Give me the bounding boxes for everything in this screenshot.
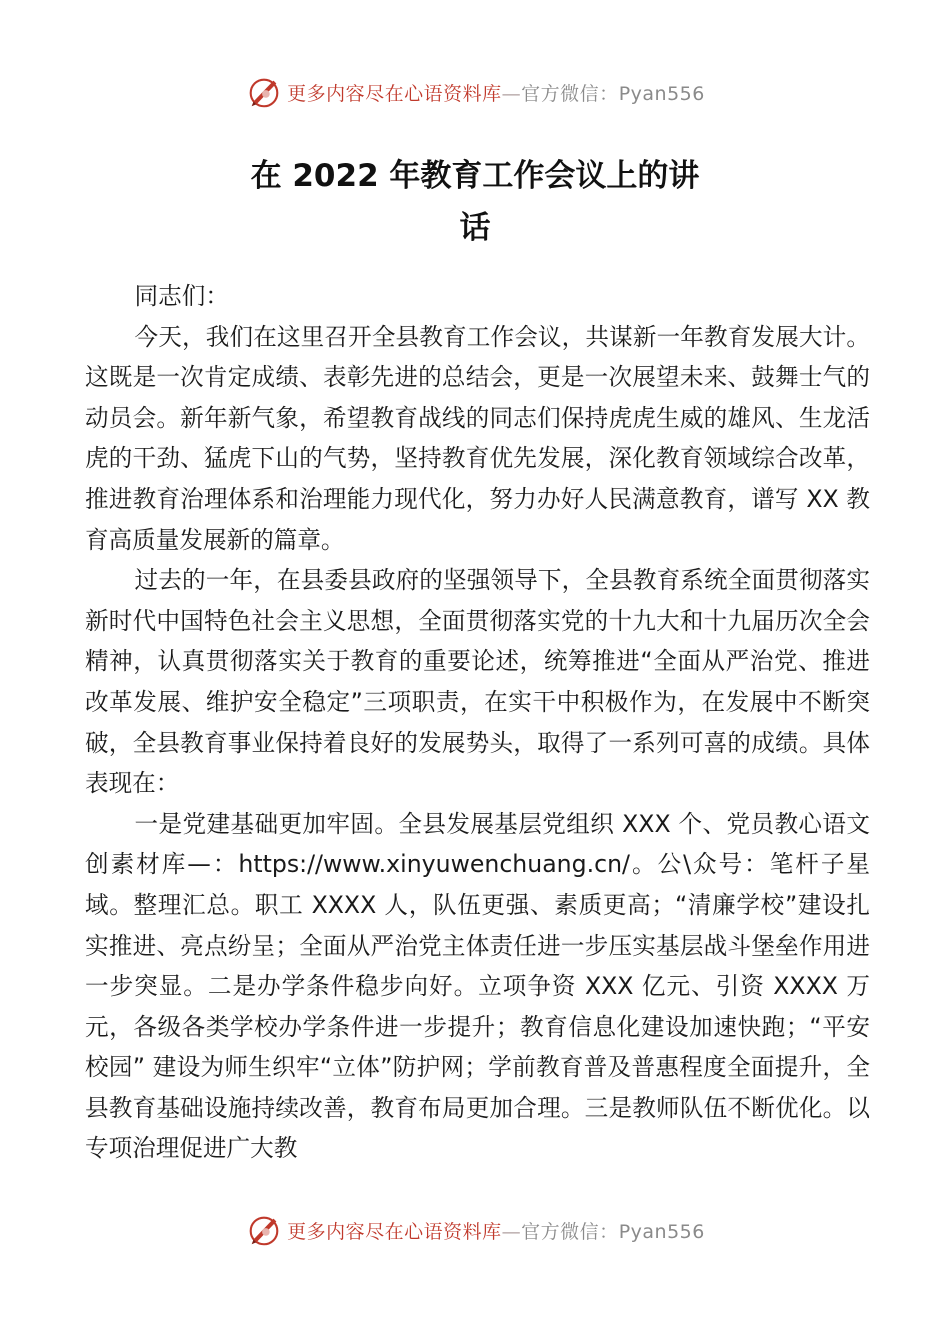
banner-wechat-id: Pyan556 xyxy=(618,82,705,105)
pen-logo-icon xyxy=(245,1211,283,1249)
body-paragraph: 今天，我们在这里召开全县教育工作会议，共谋新一年教育发展大计。这既是一次肯定成绩、表彰先进的总结会，更是一次展望未来、鼓舞士气的动员会。新年新气象，希望教育战线的同志们保持虎虎生威的雄风、生龙活虎的干劲、猛虎下山的气势，坚持教育优先发展，深化教育领域综合改革，推进教育治理体系和治理能力现代化，努力办好人民满意教育，谱写 XX 教育高质量发展新的篇章。 xyxy=(85,322,870,554)
body-paragraph: 过去的一年，在县委县政府的坚强领导下，全县教育系统全面贯彻落实新时代中国特色社会主义思想，全面贯彻落实党的十九大和十九届历次全会精神，认真贯彻落实关于教育的重要论述，统筹推进“全面从严治党、推进改革发展、维护安全稳定”三项职责，在实干中积极作为，在发展中不断突破，全县教育事业保持着良好的发展势头，取得了一系列可喜的成绩。具体表现在： xyxy=(85,566,870,798)
banner-main-text: 更多内容尽在心语资料库 xyxy=(287,1220,502,1243)
banner-separator: — xyxy=(501,1220,522,1243)
pen-logo-icon xyxy=(245,73,283,111)
salutation: 同志们： xyxy=(134,282,229,310)
banner-wechat-label: 官方微信： xyxy=(521,1220,619,1243)
header-watermark-banner xyxy=(0,72,950,112)
document-body xyxy=(85,276,870,1169)
banner-main-text: 更多内容尽在心语资料库 xyxy=(287,82,502,105)
banner-wechat-id: Pyan556 xyxy=(618,1220,705,1243)
title-line-2: 话 xyxy=(459,210,491,246)
footer-watermark-banner xyxy=(0,1210,950,1250)
banner-wechat-label: 官方微信： xyxy=(521,82,619,105)
body-paragraph: 一是党建基础更加牢固。全县发展基层党组织 XXX 个、党员教心语文创素材库—：https://www.xinyuwenchuang.cn/。公\众号：笔杆子星域。整理汇总。职工 XXXX 人，队伍更强、素质更高；“清廉学校”建设扎实推进、亮点纷呈；全面从严治党主体责任进一步压实基层战斗堡垒作用进一步突显。二是办学条件稳步向好。立项争资 XXX 亿元、引资 XXXX 万元，各级各类学校办学条件进一步提升；教育信息化建设加速快跑；“平安校园” 建设为师生织牢“立体”防护网；学前教育普及普惠程度全面提升，全县教育基础设施持续改善，教育布局更加合理。三是教师队伍不断优化。以专项治理促进广大教 xyxy=(85,809,870,1163)
title-line-1: 在 2022 年教育工作会议上的讲 xyxy=(250,158,700,194)
banner-separator: — xyxy=(501,82,522,105)
document-title xyxy=(0,150,950,254)
